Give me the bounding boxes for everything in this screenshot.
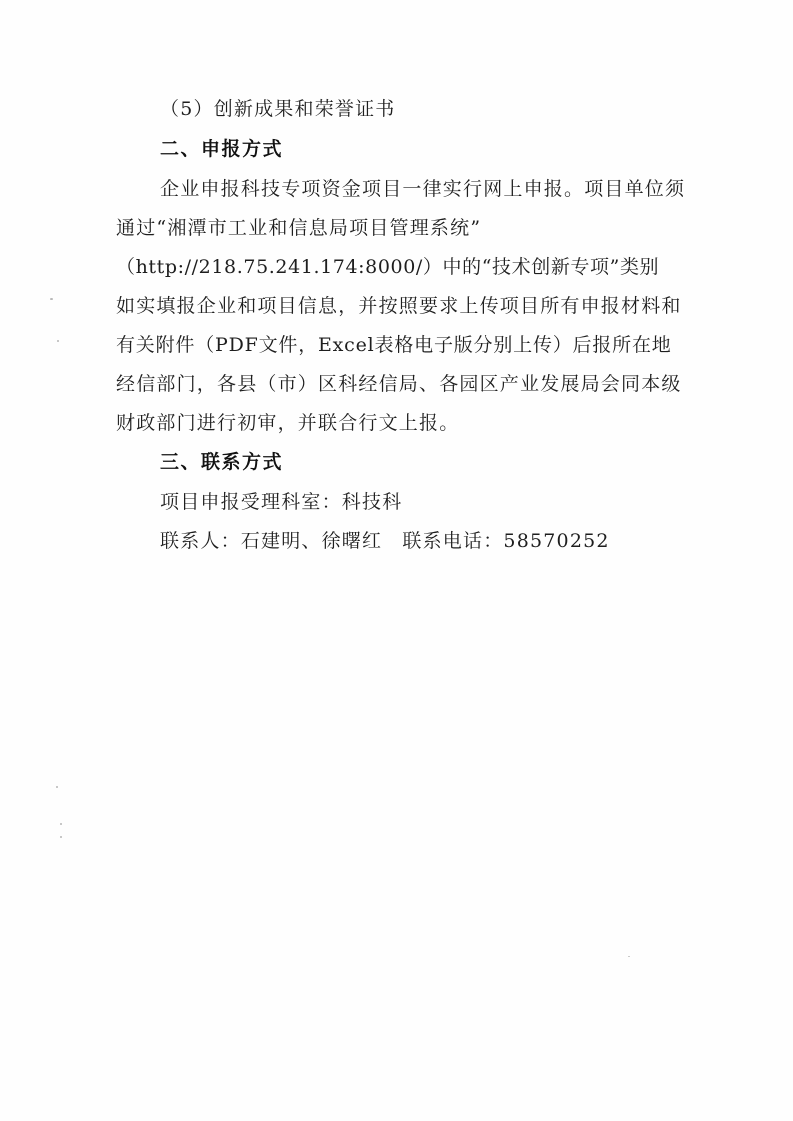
scan-speck — [628, 956, 630, 957]
paragraph-line-1: 企业申报科技专项资金项目一律实行网上申报。项目单位须 — [160, 178, 686, 200]
list-item-innovation-results: （5）创新成果和荣誉证书 — [160, 98, 396, 120]
scan-speck — [50, 298, 53, 300]
paragraph-line-4: 如实填报企业和项目信息，并按照要求上传项目所有申报材料和 — [116, 295, 682, 317]
paragraph-line-6: 经信部门，各县（市）区科经信局、各园区产业发展局会同本级 — [116, 373, 682, 395]
scan-speck — [60, 836, 62, 838]
scan-speck — [60, 823, 62, 825]
scan-speck — [57, 340, 59, 342]
paragraph-line-3: （http://218.75.241.174:8000/）中的“技术创新专项”类别 — [116, 256, 660, 278]
paragraph-line-2: 通过“湘潭市工业和信息局项目管理系统” — [116, 217, 482, 239]
paragraph-line-7: 财政部门进行初审，并联合行文上报。 — [116, 412, 460, 434]
contact-persons-line: 联系人：石建明、徐曙红 联系电话：58570252 — [160, 530, 610, 552]
contact-office-line: 项目申报受理科室：科技科 — [160, 491, 403, 513]
paragraph-line-5: 有关附件（PDF文件，Excel表格电子版分别上传）后报所在地 — [116, 334, 672, 356]
scan-speck — [56, 786, 58, 788]
section-heading-contact-method: 三、联系方式 — [160, 451, 284, 473]
section-heading-application-method: 二、申报方式 — [160, 138, 284, 160]
